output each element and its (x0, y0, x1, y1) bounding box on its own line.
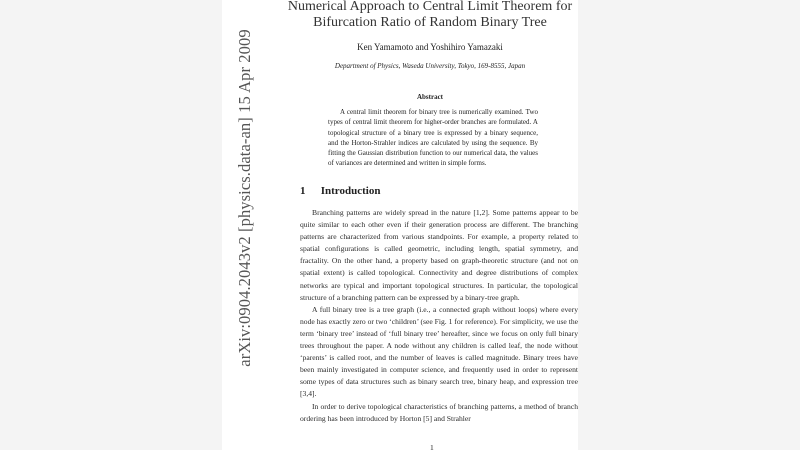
section-number: 1 (300, 185, 306, 197)
paragraph: Branching patterns are widely spread in the nature [1,2]. Some patterns appear to be quite similar to each other even if their generation process are different. The branching patterns are characterized from various standpoints. For example, a property related to spatial configurations is called geometric, including length, spatial symmetry, and fractality. On the other hand, a property based on graph-theoretic structure (and not on spatial extent) is called topological. Connectivity and degree distributions of complex networks are typical and important topological structures. In particular, the topological structure of a branching pattern can be expressed by a binary-tree graph. (300, 208, 578, 302)
arxiv-identifier: arXiv:0904.2043v2 [physics.data-an] 15 Apr 2009 (235, 29, 254, 367)
section-body (300, 207, 578, 425)
authors: Ken Yamamoto and Yoshihiro Yamazaki (357, 42, 503, 52)
paper-title-line2: Bifurcation Ratio of Random Binary Tree (313, 15, 547, 30)
paper-page (222, 0, 578, 450)
arxiv-sidebar (222, 0, 268, 450)
abstract-heading: Abstract (416, 93, 444, 101)
paragraph: In order to derive topological characteristics of branching patterns, a method of branch ordering has been introduced by Horton [5] and Strahler (300, 401, 578, 423)
section-heading (300, 185, 380, 197)
abstract (328, 107, 538, 169)
section-title: Introduction (320, 185, 381, 197)
paper-title-line1: Numerical Approach to Central Limit Theorem for (287, 0, 573, 14)
page-number: 1 (430, 443, 434, 450)
abstract-text: A central limit theorem for binary tree is numerically examined. Two types of central limit theorem for higher-order branches are formulated. A topological structure of a binary tree is expressed by a binary sequence, and the Horton-Strahler indices are calculated by using the sequence. By fitting the Gaussian distribution function to our numerical data, the values of variances are determined and written in simple forms. (328, 108, 538, 168)
paragraph: A full binary tree is a tree graph (i.e., a connected graph without loops) where every node has exactly zero or two ‘children’ (see Fig. 1 for reference). For simplicity, we use the term ‘binary tree’ instead of ‘full binary tree’ hereafter, since we focus on only full binary trees throughout the paper. A node without any children is called leaf, the node without ‘parents’ is called root, and the number of leaves is called magnitude. Binary trees have been mainly investigated in computer science, and frequently used in order to represent some types of data structures such as binary search tree, binary heap, and expression tree [3,4]. (300, 304, 578, 399)
affiliation: Department of Physics, Waseda University, Tokyo, 169-8555, Japan (334, 62, 526, 70)
